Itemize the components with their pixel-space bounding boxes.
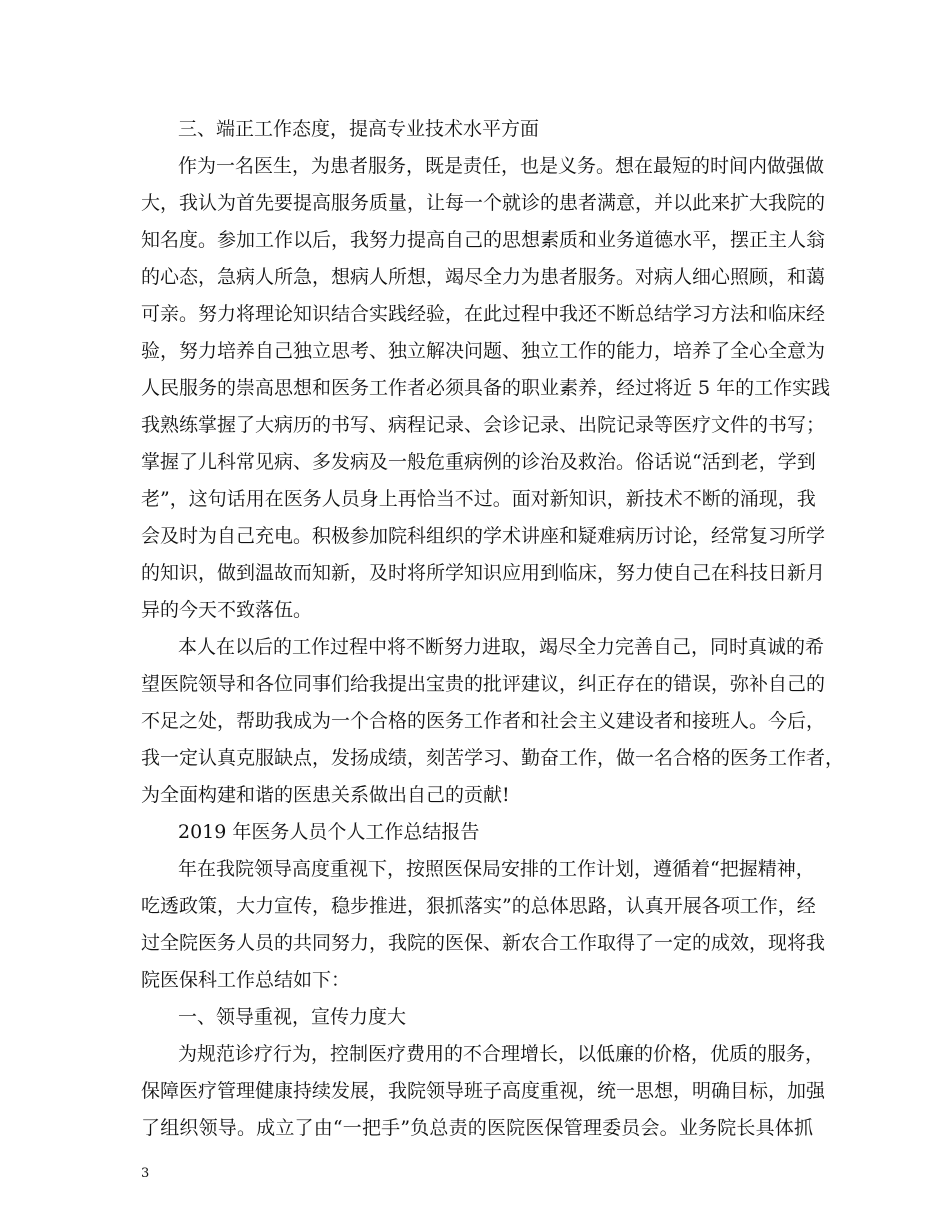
text-line: 我熟练掌握了大病历的书写、病程记录、会诊记录、出院记录等医疗文件的书写； [141, 414, 826, 436]
text-line: 作为一名医生，为患者服务，既是责任，也是义务。想在最短的时间内做强做 [178, 155, 825, 177]
text-line: 掌握了儿科常见病、多发病及一般危重病例的诊治及救治。俗话说“活到老，学到 [141, 451, 816, 473]
text-line: 会及时为自己充电。积极参加院科组织的学术讲座和疑难病历讨论，经常复习所学 [141, 525, 826, 547]
text-line: 望医院领导和各位同事们给我提出宝贵的批评建议，纠正存在的错误，弥补自己的 [141, 673, 826, 695]
text-line: 三、端正工作态度，提高专业技术水平方面 [178, 118, 540, 140]
text-line: 年在我院领导高度重视下，按照医保局安排的工作计划，遵循着“把握精神， [178, 858, 815, 880]
text-line: 2019 年医务人员个人工作总结报告 [178, 821, 480, 843]
text-line: 老”，这句话用在医务人员身上再恰当不过。面对新知识，新技术不断的涌现，我 [141, 488, 816, 510]
text-line: 保障医疗管理健康持续发展，我院领导班子高度重视，统一思想，明确目标，加强 [141, 1080, 826, 1102]
text-line: 吃透政策，大力宣传，稳步推进，狠抓落实”的总体思路，认真开展各项工作，经 [141, 895, 816, 917]
text-line: 过全院医务人员的共同努力，我院的医保、新农合工作取得了一定的成效，现将我 [141, 932, 826, 954]
text-line: 知名度。参加工作以后，我努力提高自己的思想素质和业务道德水平，摆正主人翁 [141, 229, 826, 251]
text-line: 的心态，急病人所急，想病人所想，竭尽全力为患者服务。对病人细心照顾，和蔼 [141, 266, 826, 288]
text-line: 验，努力培养自己独立思考、独立解决问题、独立工作的能力，培养了全心全意为 [141, 340, 826, 362]
text-line: 的知识，做到温故而知新，及时将所学知识应用到临床，努力使自己在科技日新月 [141, 562, 826, 584]
text-line: 了组织领导。成立了由“一把手”负总责的医院医保管理委员会。业务院长具体抓 [141, 1117, 813, 1139]
text-line: 人民服务的崇高思想和医务工作者必须具备的职业素养，经过将近 5 年的工作实践 [141, 377, 831, 399]
text-line: 院医保科工作总结如下： [141, 969, 351, 991]
text-line: 大，我认为首先要提高服务质量，让每一个就诊的患者满意，并以此来扩大我院的 [141, 192, 826, 214]
text-line: 本人在以后的工作过程中将不断努力进取，竭尽全力完善自己，同时真诚的希 [178, 636, 825, 658]
text-line: 可亲。努力将理论知识结合实践经验，在此过程中我还不断总结学习方法和临床经 [141, 303, 826, 325]
text-line: 一、领导重视，宣传力度大 [178, 1006, 407, 1028]
text-line: 异的今天不致落伍。 [141, 599, 313, 621]
text-line: 为规范诊疗行为，控制医疗费用的不合理增长，以低廉的价格，优质的服务， [178, 1043, 825, 1065]
text-line: 我一定认真克服缺点，发扬成绩，刻苦学习、勤奋工作，做一名合格的医务工作者， [141, 747, 845, 769]
page-number: 3 [141, 1166, 150, 1181]
text-line: 为全面构建和谐的医患关系做出自己的贡献! [141, 784, 510, 806]
text-line: 不足之处，帮助我成为一个合格的医务工作者和社会主义建设者和接班人。今后， [141, 710, 826, 732]
document-body [141, 111, 845, 1147]
